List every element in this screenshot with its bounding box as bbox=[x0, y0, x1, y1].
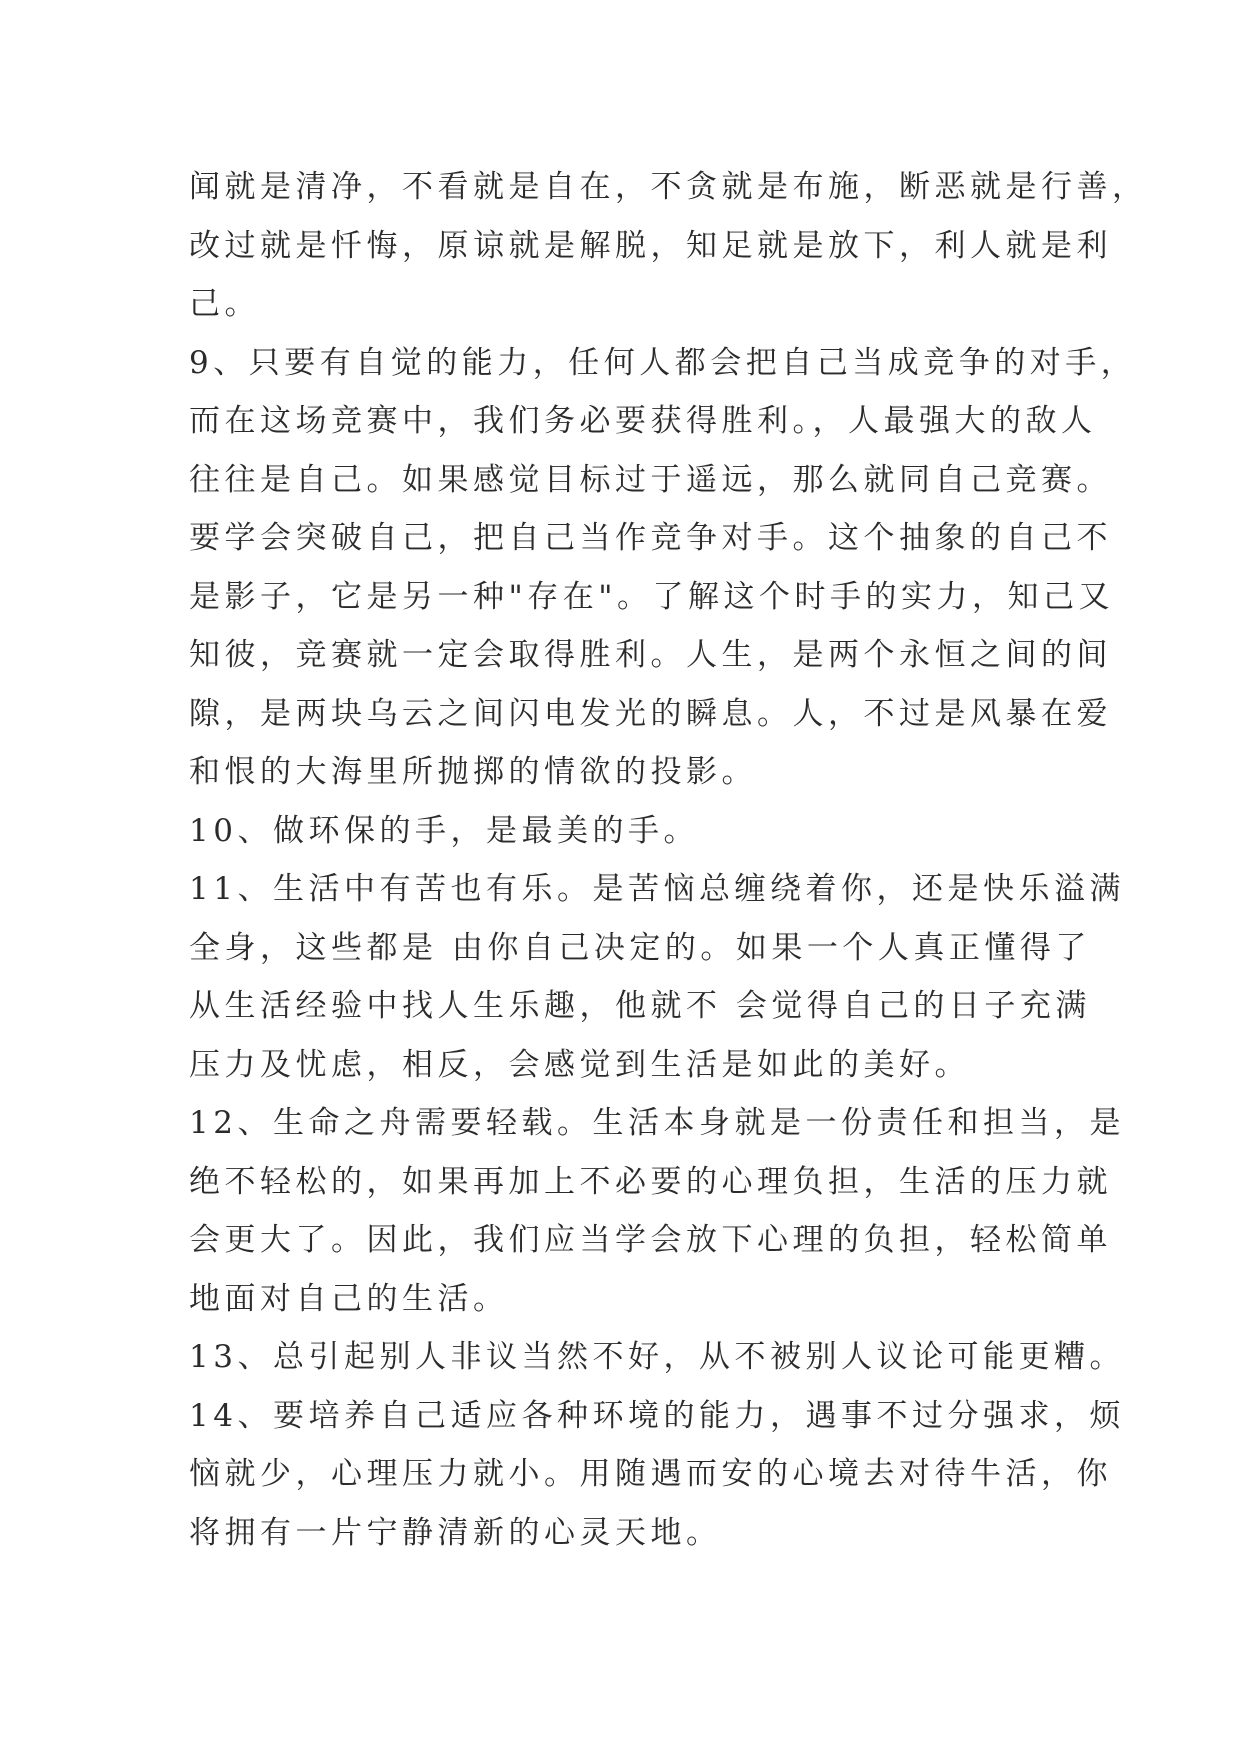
text-line: 压力及忧虑，相反，会感觉到生活是如此的美好。 bbox=[189, 1046, 970, 1083]
text-line: 隙，是两块乌云之间闪电发光的瞬息。人，不过是风暴在爱 bbox=[189, 695, 1112, 732]
text-line: 要学会突破自己，把自己当作竞争对手。这个抽象的自己不 bbox=[189, 520, 1112, 556]
text-line: 将拥有一片宁静清新的心灵天地。 bbox=[189, 1514, 722, 1551]
text-line: 14、要培养自己适应各种环境的能力，遇事不过分强求，烦 bbox=[189, 1397, 1125, 1434]
text-line: 9、只要有自觉的能力，任何人都会把自己当成竞争的对手， bbox=[189, 344, 1137, 381]
body-text bbox=[189, 158, 1148, 1562]
text-line: 从生活经验中找人生乐趣，他就不 会觉得自己的日子充满 bbox=[189, 988, 1091, 1024]
text-line: 10、做环保的手，是最美的手。 bbox=[189, 812, 699, 849]
text-line: 13、总引起别人非议当然不好，从不被别人议论可能更糟。 bbox=[189, 1339, 1125, 1375]
text-line: 恼就少，心理压力就小。用随遇而安的心境去对待牛活，你 bbox=[189, 1456, 1112, 1492]
text-line: 知彼，竞赛就一定会取得胜利。人生，是两个永恒之间的间 bbox=[189, 637, 1112, 673]
text-line: 己。 bbox=[189, 286, 260, 322]
text-line: 会更大了。因此，我们应当学会放下心理的负担，轻松简单 bbox=[189, 1222, 1112, 1258]
text-line: 是影子，它是另一种"存在"。了解这个时手的实力，知己又 bbox=[189, 578, 1115, 615]
text-line: 绝不轻松的，如果再加上不必要的心理负担，生活的压力就 bbox=[189, 1163, 1112, 1200]
text-line: 全身，这些都是 由你自己决定的。如果一个人真正懂得了 bbox=[189, 929, 1091, 966]
text-line: 和恨的大海里所抛掷的情欲的投影。 bbox=[189, 754, 757, 790]
text-line: 11、生活中有苦也有乐。是苦恼总缠绕着你，还是快乐溢满 bbox=[189, 871, 1125, 907]
text-line: 而在这场竞赛中，我们务必要获得胜利。，人最强大的敌人 bbox=[189, 403, 1097, 439]
text-line: 地面对自己的生活。 bbox=[189, 1280, 509, 1317]
text-line: 闻就是清净，不看就是自在，不贪就是布施，断恶就是行善， bbox=[189, 169, 1148, 205]
text-line: 改过就是忏悔，原谅就是解脱，知足就是放下，利人就是利 bbox=[189, 227, 1112, 264]
text-line: 往往是自己。如果感觉目标过于遥远，那么就同自己竞赛。 bbox=[189, 461, 1112, 498]
text-line: 12、生命之舟需要轻载。生活本身就是一份责任和担当，是 bbox=[189, 1105, 1125, 1141]
